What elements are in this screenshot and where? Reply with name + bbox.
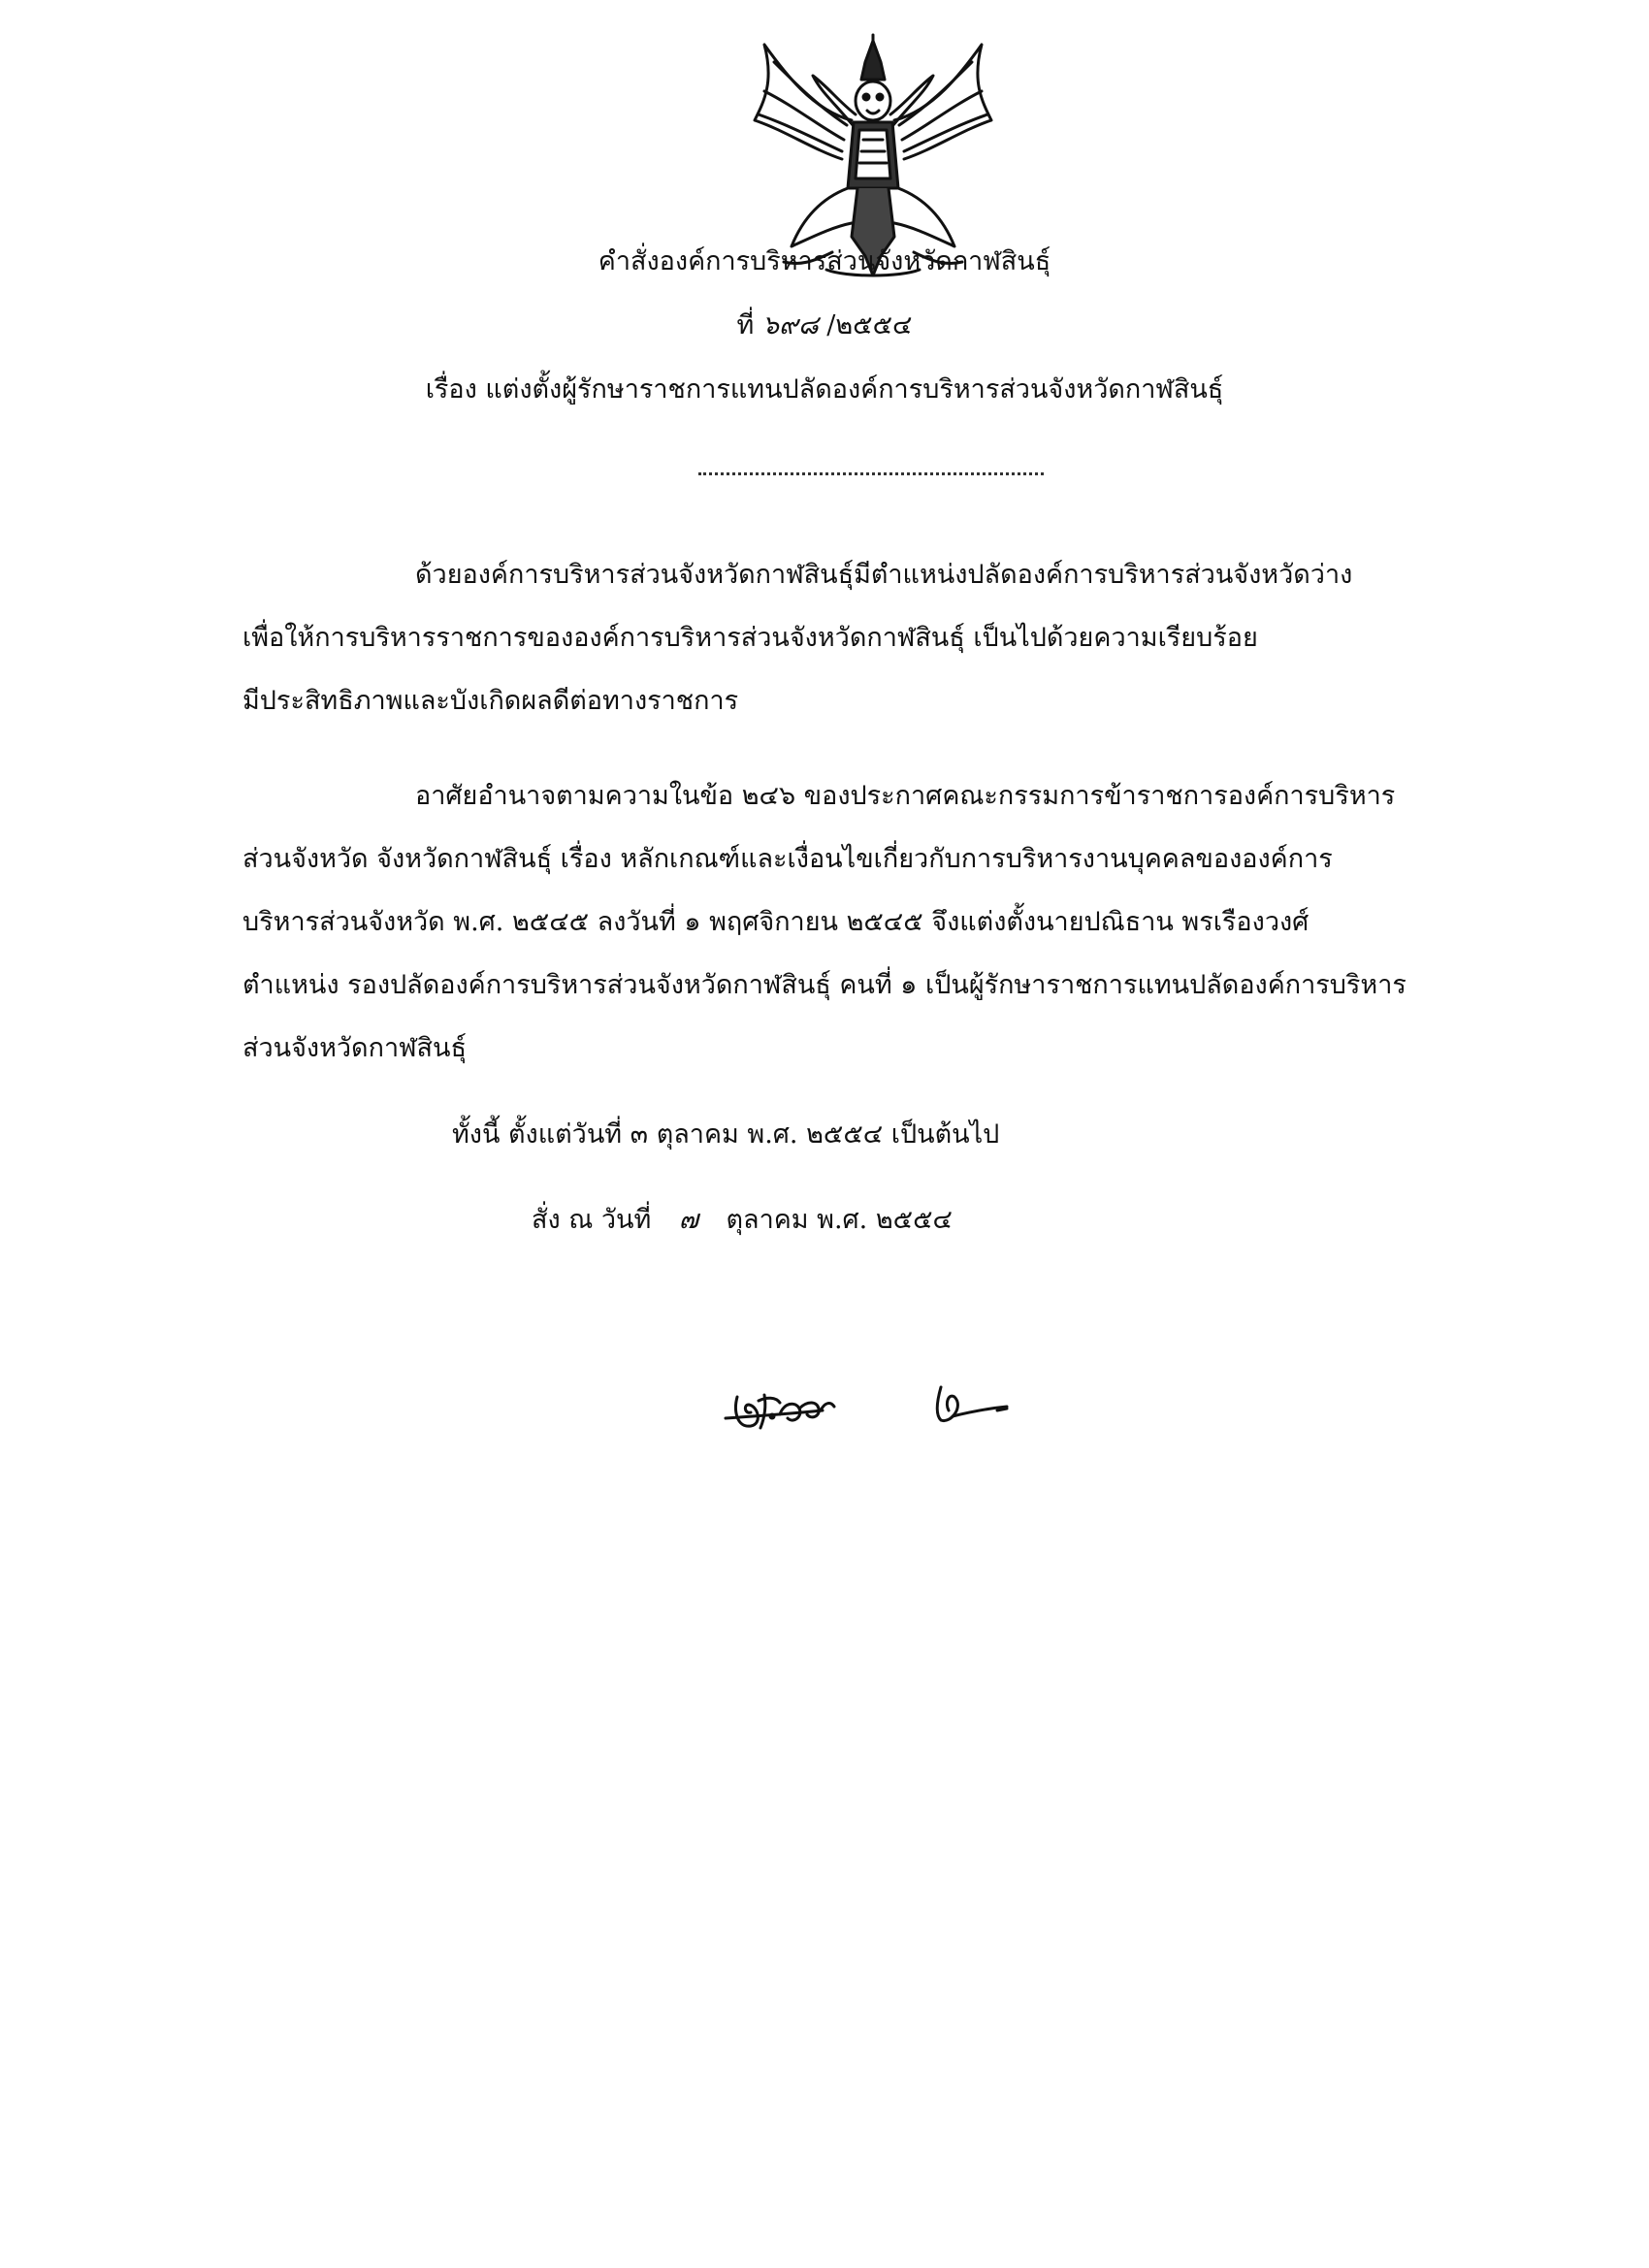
- paragraph2-line4: ตำแหน่ง รองปลัดองค์การบริหารส่วนจังหวัดกาฬสินธุ์ คนที่ ๑ เป็นผู้รักษาราชการแทนปลัดองค์การบริหาร: [242, 970, 1406, 1000]
- paragraph1-line1: ด้วยองค์การบริหารส่วนจังหวัดกาฬสินธุ์มีตำแหน่งปลัดองค์การบริหารส่วนจังหวัดว่าง: [415, 560, 1353, 590]
- paragraph1-line2: เพื่อให้การบริหารราชการขององค์การบริหารส่วนจังหวัดกาฬสินธุ์ เป็นไปด้วยความเรียบร้อย: [242, 623, 1258, 653]
- separator-dots: [698, 472, 1044, 475]
- order-number-handwritten: ๖๙๘: [761, 310, 819, 340]
- order-number: [0, 308, 1649, 343]
- paragraph2-line2: ส่วนจังหวัด จังหวัดกาฬสินธุ์ เรื่อง หลักเกณฑ์และเงื่อนไขเกี่ยวกับการบริหารงานบุคคลขององค์การ: [242, 844, 1333, 874]
- paragraph2-line1: อาศัยอำนาจตามความในข้อ ๒๔๖ ของประกาศคณะกรรมการข้าราชการองค์การบริหาร: [415, 781, 1396, 811]
- order-subject: เรื่อง แต่งตั้งผู้รักษาราชการแทนปลัดองค์การบริหารส่วนจังหวัดกาฬสินธุ์: [425, 374, 1224, 405]
- paragraph1-line3: มีประสิทธิภาพและบังเกิดผลดีต่อทางราชการ: [242, 686, 739, 716]
- paragraph2-line5: ส่วนจังหวัดกาฬสินธุ์: [242, 1033, 467, 1063]
- order-title: คำสั่งองค์การบริหารส่วนจังหวัดกาฬสินธุ์: [598, 246, 1051, 276]
- order-date-day: ๗: [678, 1205, 699, 1235]
- signature-icon: [716, 1368, 1046, 1445]
- order-date: [532, 1203, 953, 1238]
- effective-date: ทั้งนี้ ตั้งแต่วันที่ ๓ ตุลาคม พ.ศ. ๒๕๕๔ เป็นต้นไป: [452, 1119, 1000, 1150]
- order-number-year: /๒๕๕๔: [826, 310, 913, 340]
- order-number-prefix: ที่: [736, 310, 755, 340]
- order-date-suffix: ตุลาคม พ.ศ. ๒๕๕๔: [726, 1205, 953, 1235]
- order-date-prefix: สั่ง ณ วันที่: [532, 1205, 652, 1235]
- paragraph2-line3: บริหารส่วนจังหวัด พ.ศ. ๒๕๔๕ ลงวันที่ ๑ พฤศจิกายน ๒๕๔๕ จึงแต่งตั้งนายปณิธาน พรเรืองวงศ์: [242, 907, 1310, 937]
